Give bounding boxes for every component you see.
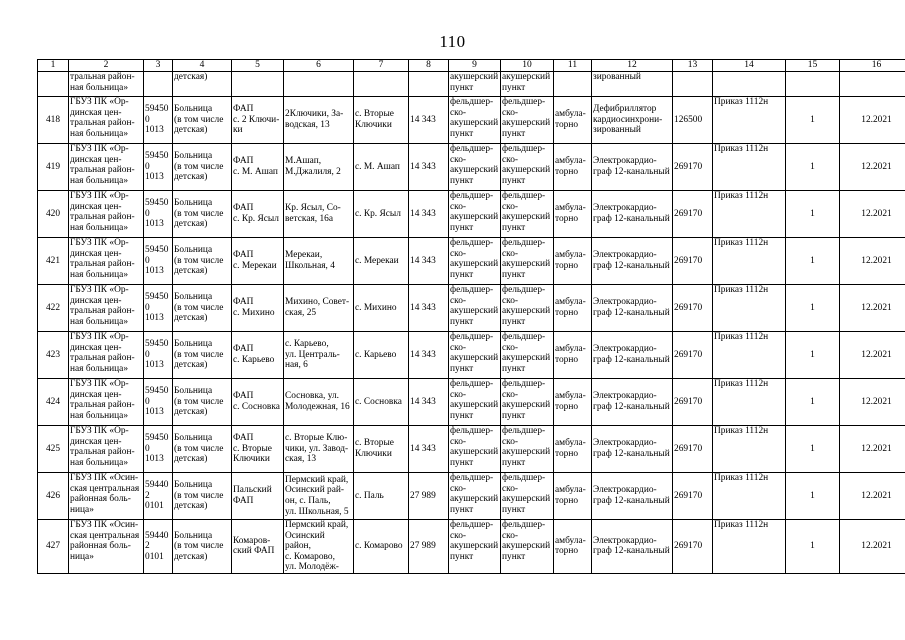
column-number: 12	[592, 60, 673, 72]
column-number: 8	[409, 60, 449, 72]
cell-basis: Приказ 1112н	[713, 473, 786, 520]
cell-population: 14 343	[409, 97, 449, 144]
cell-address: Кр. Ясыл, Со- ветская, 16а	[284, 191, 354, 238]
cell-address: Пермский край, Осинский рай- он, с. Паль, ул. Школьная, 5	[284, 473, 354, 520]
cell-object: ФАП с. 2 Ключи- ки	[232, 97, 284, 144]
cell-basis: Приказ 1112н	[713, 332, 786, 379]
cell-facility-type: Больница (в том числе детская)	[173, 520, 232, 574]
cell-address: Мерекаи, Школьная, 4	[284, 238, 354, 285]
cell-number: 425	[38, 426, 69, 473]
column-number: 10	[501, 60, 554, 72]
cell-object: ФАП с. Карьево	[232, 332, 284, 379]
page-number: 110	[439, 32, 466, 51]
cell-basis: Приказ 1112н	[713, 379, 786, 426]
cell-care-kind	[554, 72, 592, 97]
cell-equipment: Электрокардио- граф 12-канальный	[592, 285, 673, 332]
cell-basis: Приказ 1112н	[713, 191, 786, 238]
cell-quantity: 1	[786, 144, 840, 191]
cell-date: 12.2021	[840, 238, 905, 285]
cell-care-kind: амбула- торно	[554, 144, 592, 191]
cell-number: 423	[38, 332, 69, 379]
cell-facility-type: Больница (в том числе детская)	[173, 473, 232, 520]
cell-address: М.Ашап, М.Джалиля, 2	[284, 144, 354, 191]
cell-price: 269170	[673, 379, 713, 426]
cell-facility-type: Больница (в том числе детская)	[173, 191, 232, 238]
cell-quantity: 1	[786, 191, 840, 238]
cell-price: 269170	[673, 332, 713, 379]
cell-price: 126500	[673, 97, 713, 144]
table-row	[38, 285, 905, 332]
cell-population: 14 343	[409, 285, 449, 332]
cell-quantity: 1	[786, 97, 840, 144]
table-row	[38, 426, 905, 473]
column-number: 5	[232, 60, 284, 72]
cell-code: 594500 1013	[144, 144, 173, 191]
cell-care-kind: амбула- торно	[554, 379, 592, 426]
cell-address: 2Ключики, За- водская, 13	[284, 97, 354, 144]
cell-facility-type: Больница (в том числе детская)	[173, 332, 232, 379]
cell-facility-type: Больница (в том числе детская)	[173, 379, 232, 426]
cell-address	[284, 72, 354, 97]
cell-care-kind: амбула- торно	[554, 332, 592, 379]
cell-basis: Приказ 1112н	[713, 97, 786, 144]
cell-unit-name: фельдшер- ско- акушерский пункт	[501, 238, 554, 285]
cell-number: 424	[38, 379, 69, 426]
cell-unit-type: фельдшер- ско- акушерский пункт	[449, 426, 501, 473]
column-number: 1	[38, 60, 69, 72]
cell-unit-name: фельдшер- ско- акушерский пункт	[501, 520, 554, 574]
cell-organization: ГБУЗ ПК «Ор- динская цен- тральная район- ная больница»	[69, 379, 144, 426]
cell-unit-type: фельдшер- ско- акушерский пункт	[449, 379, 501, 426]
cell-code: 594500 1013	[144, 97, 173, 144]
cell-object: ФАП с. Вторые Ключики	[232, 426, 284, 473]
cell-object: ФАП с. Михино	[232, 285, 284, 332]
continuation-row	[38, 72, 905, 97]
cell-organization: ГБУЗ ПК «Ор- динская цен- тральная район- ная больница»	[69, 426, 144, 473]
cell-quantity: 1	[786, 520, 840, 574]
cell-price: 269170	[673, 191, 713, 238]
column-number: 2	[69, 60, 144, 72]
cell-population: 14 343	[409, 426, 449, 473]
cell-unit-type: акушерский пункт	[449, 72, 501, 97]
cell-care-kind: амбула- торно	[554, 238, 592, 285]
cell-facility-type: Больница (в том числе детская)	[173, 144, 232, 191]
table-row	[38, 191, 905, 238]
cell-quantity: 1	[786, 285, 840, 332]
cell-object	[232, 72, 284, 97]
cell-object: ФАП с. М. Ашап	[232, 144, 284, 191]
cell-basis: Приказ 1112н	[713, 238, 786, 285]
cell-organization: ГБУЗ ПК «Осин- ская центральная районная боль- ница»	[69, 520, 144, 574]
cell-unit-type: фельдшер- ско- акушерский пункт	[449, 473, 501, 520]
column-number: 9	[449, 60, 501, 72]
cell-unit-type: фельдшер- ско- акушерский пункт	[449, 332, 501, 379]
cell-equipment: Электрокардио- граф 12-канальный	[592, 379, 673, 426]
cell-code: 594500 1013	[144, 191, 173, 238]
cell-settlement	[354, 72, 409, 97]
cell-care-kind: амбула- торно	[554, 191, 592, 238]
column-number: 11	[554, 60, 592, 72]
cell-object: ФАП с. Мерекаи	[232, 238, 284, 285]
cell-code: 594500 1013	[144, 238, 173, 285]
cell-date	[840, 72, 905, 97]
cell-settlement: с. Михино	[354, 285, 409, 332]
cell-date: 12.2021	[840, 379, 905, 426]
cell-unit-type: фельдшер- ско- акушерский пункт	[449, 144, 501, 191]
cell-code: 594402 0101	[144, 520, 173, 574]
cell-unit-type: фельдшер- ско- акушерский пункт	[449, 520, 501, 574]
cell-unit-name: фельдшер- ско- акушерский пункт	[501, 332, 554, 379]
cell-organization: ГБУЗ ПК «Ор- динская цен- тральная район- ная больница»	[69, 332, 144, 379]
table-row	[38, 379, 905, 426]
cell-unit-name: фельдшер- ско- акушерский пункт	[501, 379, 554, 426]
cell-quantity: 1	[786, 473, 840, 520]
cell-object: Пальский ФАП	[232, 473, 284, 520]
cell-address: Михино, Совет- ская, 25	[284, 285, 354, 332]
cell-price: 269170	[673, 144, 713, 191]
cell-population: 14 343	[409, 379, 449, 426]
table-row	[38, 238, 905, 285]
cell-equipment: Дефибриллятор кардиосинхрони- зированный	[592, 97, 673, 144]
cell-unit-type: фельдшер- ско- акушерский пункт	[449, 238, 501, 285]
cell-address: Пермский край, Осинский район, с. Комарово, ул. Молодёж-	[284, 520, 354, 574]
cell-number: 420	[38, 191, 69, 238]
cell-settlement: с. Мерекаи	[354, 238, 409, 285]
cell-unit-type: фельдшер- ско- акушерский пункт	[449, 191, 501, 238]
cell-settlement: с. Карьево	[354, 332, 409, 379]
cell-care-kind: амбула- торно	[554, 285, 592, 332]
column-number: 16	[840, 60, 905, 72]
cell-population: 14 343	[409, 144, 449, 191]
column-number: 4	[173, 60, 232, 72]
cell-unit-name: фельдшер- ско- акушерский пункт	[501, 144, 554, 191]
cell-basis: Приказ 1112н	[713, 285, 786, 332]
cell-settlement: с. Паль	[354, 473, 409, 520]
cell-number: 427	[38, 520, 69, 574]
cell-equipment: Электрокардио- граф 12-канальный	[592, 332, 673, 379]
cell-number: 419	[38, 144, 69, 191]
cell-object: ФАП с. Кр. Ясыл	[232, 191, 284, 238]
cell-price	[673, 72, 713, 97]
cell-unit-type: фельдшер- ско- акушерский пункт	[449, 97, 501, 144]
cell-care-kind: амбула- торно	[554, 520, 592, 574]
column-number: 15	[786, 60, 840, 72]
cell-facility-type: Больница (в том числе детская)	[173, 238, 232, 285]
cell-equipment: Электрокардио- граф 12-канальный	[592, 520, 673, 574]
cell-object: Комаров- ский ФАП	[232, 520, 284, 574]
cell-date: 12.2021	[840, 97, 905, 144]
cell-code: 594500 1013	[144, 332, 173, 379]
cell-care-kind: амбула- торно	[554, 426, 592, 473]
cell-date: 12.2021	[840, 191, 905, 238]
equipment-table	[37, 59, 905, 574]
cell-price: 269170	[673, 426, 713, 473]
cell-settlement: с. Комарово	[354, 520, 409, 574]
cell-price: 269170	[673, 238, 713, 285]
cell-equipment: Электрокардио- граф 12-канальный	[592, 426, 673, 473]
cell-code: 594500 1013	[144, 426, 173, 473]
cell-settlement: с. Сосновка	[354, 379, 409, 426]
cell-price: 269170	[673, 520, 713, 574]
cell-care-kind: амбула- торно	[554, 473, 592, 520]
cell-number	[38, 72, 69, 97]
cell-address: с. Вторые Клю- чики, ул. Завод- ская, 13	[284, 426, 354, 473]
cell-equipment: Электрокардио- граф 12-канальный	[592, 191, 673, 238]
cell-organization: ГБУЗ ПК «Ор- динская цен- тральная район- ная больница»	[69, 97, 144, 144]
cell-quantity: 1	[786, 379, 840, 426]
cell-facility-type: Больница (в том числе детская)	[173, 97, 232, 144]
cell-population: 14 343	[409, 238, 449, 285]
cell-unit-name: фельдшер- ско- акушерский пункт	[501, 473, 554, 520]
cell-basis: Приказ 1112н	[713, 520, 786, 574]
cell-organization: ГБУЗ ПК «Ор- динская цен- тральная район- ная больница»	[69, 144, 144, 191]
cell-organization: ГБУЗ ПК «Осин- ская центральная районная боль- ница»	[69, 473, 144, 520]
cell-number: 422	[38, 285, 69, 332]
cell-facility-type: детская)	[173, 72, 232, 97]
cell-settlement: с. Вторые Ключики	[354, 97, 409, 144]
cell-equipment: Электрокардио- граф 12-канальный	[592, 144, 673, 191]
cell-unit-name: акушерский пункт	[501, 72, 554, 97]
cell-number: 421	[38, 238, 69, 285]
cell-organization: ГБУЗ ПК «Ор- динская цен- тральная район- ная больница»	[69, 238, 144, 285]
cell-date: 12.2021	[840, 426, 905, 473]
table-row	[38, 520, 905, 574]
table-row	[38, 144, 905, 191]
cell-price: 269170	[673, 285, 713, 332]
column-number: 13	[673, 60, 713, 72]
cell-number: 418	[38, 97, 69, 144]
cell-population: 14 343	[409, 191, 449, 238]
cell-organization: ГБУЗ ПК «Ор- динская цен- тральная район- ная больница»	[69, 285, 144, 332]
cell-facility-type: Больница (в том числе детская)	[173, 285, 232, 332]
cell-care-kind: амбула- торно	[554, 97, 592, 144]
cell-date: 12.2021	[840, 332, 905, 379]
cell-unit-name: фельдшер- ско- акушерский пункт	[501, 285, 554, 332]
column-number-header-row	[38, 60, 905, 72]
column-number: 14	[713, 60, 786, 72]
cell-date: 12.2021	[840, 285, 905, 332]
cell-basis: Приказ 1112н	[713, 426, 786, 473]
cell-basis	[713, 72, 786, 97]
cell-address: с. Карьево, ул. Централь- ная, 6	[284, 332, 354, 379]
cell-quantity	[786, 72, 840, 97]
cell-code: 594500 1013	[144, 379, 173, 426]
cell-code: 594500 1013	[144, 285, 173, 332]
table-row	[38, 332, 905, 379]
cell-unit-name: фельдшер- ско- акушерский пункт	[501, 97, 554, 144]
column-number: 3	[144, 60, 173, 72]
cell-population	[409, 72, 449, 97]
cell-population: 27 989	[409, 520, 449, 574]
cell-settlement: с. М. Ашап	[354, 144, 409, 191]
cell-settlement: с. Вторые Ключики	[354, 426, 409, 473]
cell-number: 426	[38, 473, 69, 520]
cell-settlement: с. Кр. Ясыл	[354, 191, 409, 238]
cell-date: 12.2021	[840, 520, 905, 574]
cell-facility-type: Больница (в том числе детская)	[173, 426, 232, 473]
cell-organization: тральная район- ная больница»	[69, 72, 144, 97]
cell-quantity: 1	[786, 332, 840, 379]
cell-object: ФАП с. Сосновка	[232, 379, 284, 426]
cell-quantity: 1	[786, 426, 840, 473]
cell-organization: ГБУЗ ПК «Ор- динская цен- тральная район- ная больница»	[69, 191, 144, 238]
cell-equipment: Электрокардио- граф 12-канальный	[592, 473, 673, 520]
table-row	[38, 97, 905, 144]
cell-code	[144, 72, 173, 97]
cell-unit-name: фельдшер- ско- акушерский пункт	[501, 191, 554, 238]
cell-code: 594402 0101	[144, 473, 173, 520]
cell-quantity: 1	[786, 238, 840, 285]
column-number: 6	[284, 60, 354, 72]
column-number: 7	[354, 60, 409, 72]
cell-basis: Приказ 1112н	[713, 144, 786, 191]
cell-unit-type: фельдшер- ско- акушерский пункт	[449, 285, 501, 332]
cell-equipment: зированный	[592, 72, 673, 97]
cell-price: 269170	[673, 473, 713, 520]
cell-date: 12.2021	[840, 144, 905, 191]
cell-equipment: Электрокардио- граф 12-канальный	[592, 238, 673, 285]
cell-population: 14 343	[409, 332, 449, 379]
cell-address: Сосновка, ул. Молодежная, 16	[284, 379, 354, 426]
cell-date: 12.2021	[840, 473, 905, 520]
cell-population: 27 989	[409, 473, 449, 520]
table-row	[38, 473, 905, 520]
cell-unit-name: фельдшер- ско- акушерский пункт	[501, 426, 554, 473]
